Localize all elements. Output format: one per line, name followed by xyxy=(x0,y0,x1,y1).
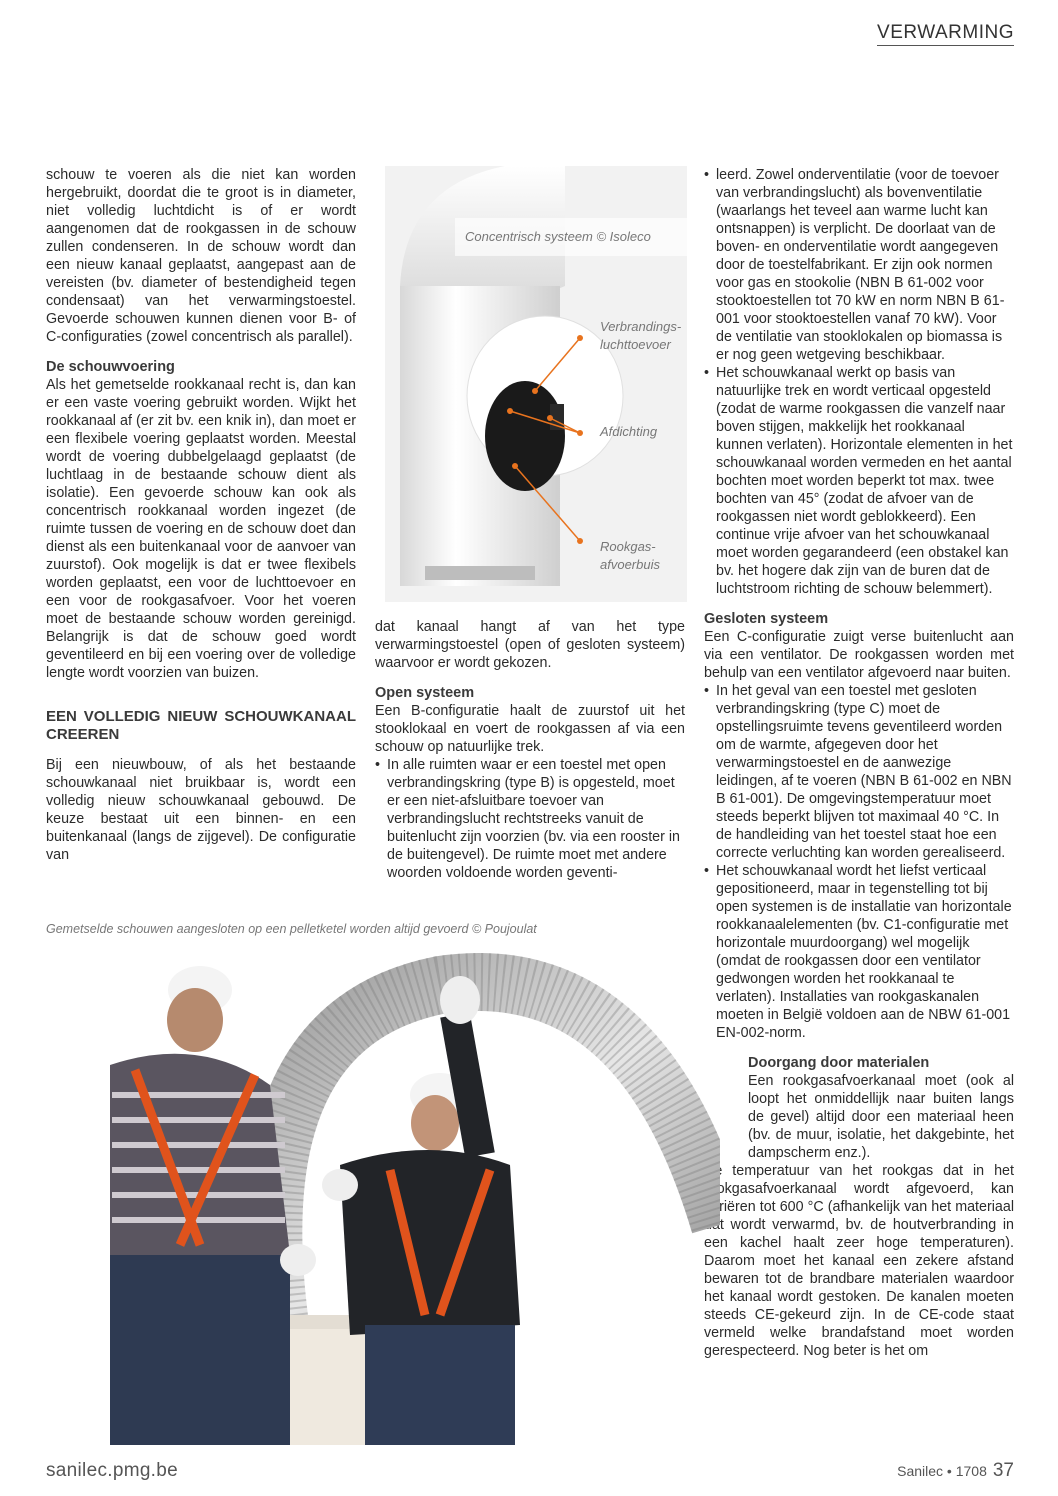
column-3 xyxy=(704,166,1014,1360)
photo-workers-installing-flue xyxy=(40,945,720,1445)
issue-label: Sanilec • 1708 xyxy=(897,1463,987,1479)
bullet-item: • In alle ruimten waar er een toestel met open verbrandingskring (type B) is opgesteld, moet er een niet-afsluitbare toevoer van verbrandingslucht rechtstreeks vanuit de buitenlucht zijn voorzien (bv. via een rooster in de buitengevel). De ruimte moet met andere woorden voldoende worden geventi- xyxy=(375,756,685,882)
figure-concentric-system xyxy=(385,166,687,602)
paragraph: De temperatuur van het rookgas dat in het rookgasafvoerkanaal wordt afgevoerd, kan variëren tot 600 °C (afhankelijk van het materiaal dat wordt verwarmd, bv. de houtverbranding in een kachel haalt zeer hoge temperaturen). Daarom moet het kanaal een zekere afstand bewaren tot de brandbare materialen waardoor het kanaal wordt gestoken. De kanalen moeten steeds CE-gekeurd zijn. In de CE-code staat vermeld welke brandafstand moet worden gerespecteerd. Nog beter is het om xyxy=(704,1163,1014,1359)
subheading-open-systeem: Open systeem xyxy=(375,685,475,701)
bullet-item: • Het schouwkanaal wordt het liefst verticaal gepositioneerd, maar in tegenstelling tot bij open systemen is de installatie van horizontale rookkanaalelementen (bv. C1-configuratie met horizontale muurdoorgang) wel mogelijk (omdat de rookgassen door een ventilator gedwongen worden het rookkanaal te verlaten). Installaties van rookgaskanalen moeten in België voldoen aan de NBW 61-001 EN-002-norm. xyxy=(704,862,1014,1042)
paragraph: dat kanaal hangt af van het type verwarmingstoestel (open of gesloten systeem) waarvoor er wordt gekozen. xyxy=(375,619,685,671)
photo-illustration xyxy=(40,945,720,1445)
page-number: 37 xyxy=(992,1460,1014,1481)
paragraph: Een C-configuratie zuigt verse buitenlucht aan via een ventilator. De rookgassen worden met behulp van een ventilator afgevoerd naar buiten. xyxy=(704,629,1014,681)
footer-issue xyxy=(897,1460,1014,1482)
subheading-gesloten-systeem: Gesloten systeem xyxy=(704,611,829,627)
paragraph: Als het gemetselde rookkanaal recht is, dan kan er een vaste voering gebruikt worden. Wijkt het rookkanaal af (er zit bv. een knik in), dan moet er een flexibele voering geplaatst worden. Meestal wordt de voering dubbelgelaagd geplaatst (de luchtlaag in de bestaande schouw dient als isolatie). Een gevoerde schouw kan ook als concentrisch rookkanaal worden ingezet (de ruimte tussen de voering en de schouw doet dan dienst als een buitenkanaal voor de aanvoer van zuurstof). Ook mogelijk is dat er twee flexibels worden geplaatst, een voor de luchttoevoer en een voor de rookgasafvoer. Voor het voeren moet de bestaande schouw worden gereinigd. Belangrijk is dat de schouw goed wordt geventileerd en bij een voering over de volledige lengte wordt voorzien van buizen. xyxy=(46,377,356,681)
photo-caption: Gemetselde schouwen aangesloten op een pelletketel worden altijd gevoerd © Poujoulat xyxy=(46,922,537,936)
label-afdichting: Afdichting xyxy=(600,424,658,439)
figure-caption: Concentrisch systeem © Isoleco xyxy=(455,218,687,256)
paragraph: Bij een nieuwbouw, of als het bestaande schouwkanaal niet bruikbaar is, wordt een volledig nieuw schouwkanaal gebouwd. De keuze bestaat uit een binnen- en een buitenkanaal (langs de zijgevel). De configuratie van xyxy=(46,757,356,863)
label-verbrandingsluchttoevoer: Verbrandings- luchttoevoer xyxy=(600,319,682,352)
paragraph: Een B-configuratie haalt de zuurstof uit het stooklokaal en voert de rookgassen af via een schouw op natuurlijke trek. xyxy=(375,703,685,755)
column-2 xyxy=(375,618,685,882)
section-label: VERWARMING xyxy=(877,22,1014,46)
paragraph: schouw te voeren als die niet kan worden hergebruikt, doordat die te groot is in diameter, niet volledig luchtdicht is of er wordt aangenomen dat de rookgassen in de schouw zullen condenseren. In de schouw wordt dan een nieuw kanaal geplaatst, aangepast aan de vereisten (bv. diameter of bestendigheid tegen condensaat) van het verwarmingstoestel. Gevoerde schouwen kunnen dienen voor B- of C-configuraties (zowel concentrisch als parallel). xyxy=(46,167,356,345)
subheading-schouwvoering: De schouwvoering xyxy=(46,359,175,375)
bullet-item: • In het geval van een toestel met gesloten verbrandingskring (type C) moet de opstellingsruimte tevens geventileerd worden om de warmte, afgegeven door het verwarmingstoestel en de aanwezige leidingen, af te voeren (NBN B 61-002 en NBN B 61-001). De omgevingstemperatuur moet steeds beperkt blijven tot maximaal 40 °C. In de handleiding van het toestel staat hoe een correcte verluchting kan worden gerealiseerd. xyxy=(704,682,1014,862)
paragraph-continued: • leerd. Zowel onderventilatie (voor de toevoer van verbrandingslucht) als bovenventilatie (waarlangs het teveel aan warme lucht kan ontsnappen) is verplicht. De doorlaat van de boven- en onderventilatie wordt aangegeven door de toestelfabrikant. Er zijn ook normen voor gas en stookolie (NBN B 61-002 voor stooktoestellen tot 70 kW en norm NBN B 61-001 voor stooktoestellen vanaf 70 kW). Voor de ventilatie van stooklokalen op biomassa is er nog geen wetgeving beschikbaar. xyxy=(704,166,1014,364)
bullet-item: • Het schouwkanaal werkt op basis van natuurlijke trek en wordt verticaal opgesteld (zodat de warme rookgassen die vanzelf naar boven stijgen, makkelijk het rookkanaal kunnen verlaten). Horizontale elementen in het schouwkanaal worden vermeden en het aantal bochten moet worden beperkt tot max. twee bochten van 45° (zodat de afvoer van de rookgassen niet wordt geblokkeerd). Een continue vrije afvoer van het schouwkanaal moet worden gegarandeerd (een obstakel kan bv. het hogere dak zijn van de buren dat de luchtstroom richting de schouw belemmert). xyxy=(704,364,1014,598)
heading-nieuw-schouwkanaal: EEN VOLLEDIG NIEUW SCHOUWKANAAL CREEREN xyxy=(46,708,356,743)
paragraph: Een rookgasafvoerkanaal moet (ook al loopt het onmiddellijk naar buiten langs de gevel) altijd door een materiaal heen (bv. de muur, isolatie, het dakgebinte, het dampscherm enz.). xyxy=(748,1073,1014,1161)
label-rookgasafvoerbuis: Rookgas- afvoerbuis xyxy=(600,539,660,572)
subheading-doorgang: Doorgang door materialen xyxy=(748,1055,930,1071)
footer-website-link[interactable]: sanilec.pmg.be xyxy=(46,1460,178,1481)
column-1 xyxy=(46,166,356,864)
